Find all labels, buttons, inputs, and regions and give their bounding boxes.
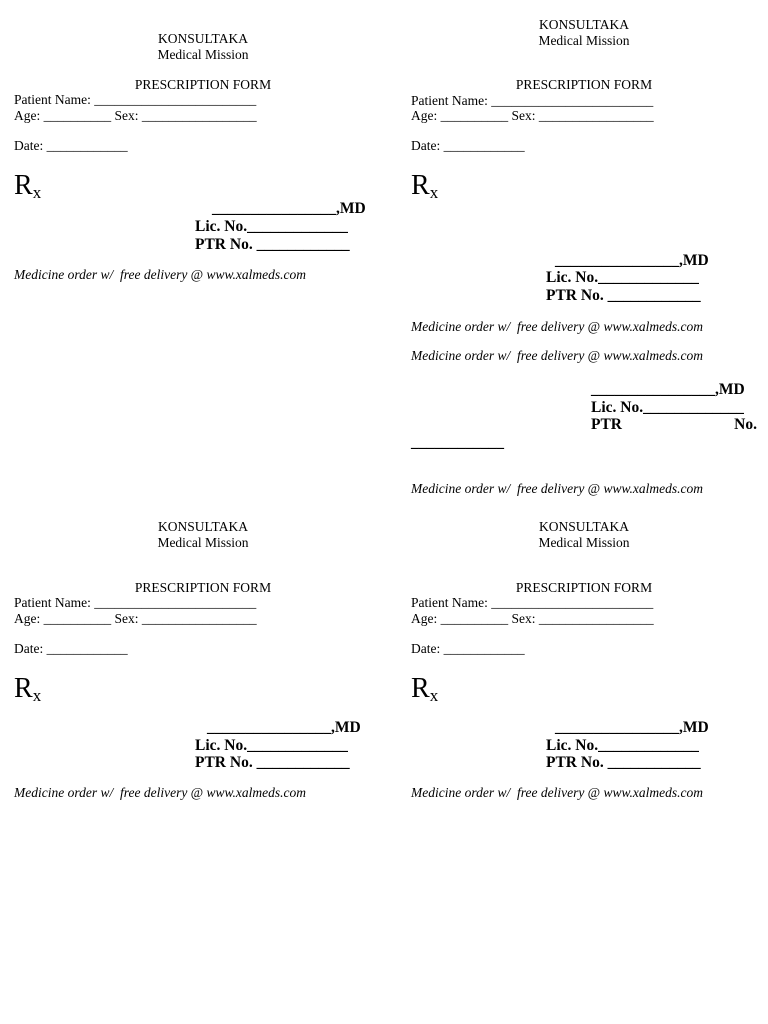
ptr-underline: ____________ [411,434,504,451]
footer-note: Medicine order w/ free delivery @ www.xalmeds.com [14,785,306,800]
ptr-number: PTR No. ____________ [195,754,350,771]
footer-note: Medicine order w/ free delivery @ www.xalmeds.com [411,481,703,496]
form-title: PRESCRIPTION FORM [134,77,272,92]
rx-symbol: Rx [14,170,42,202]
ptr-number: PTR No. ____________ [195,236,350,253]
license-number: Lic. No._____________ [546,737,699,754]
org-name: KONSULTAKA [539,519,629,534]
date-field: Date: ____________ [411,641,525,656]
age-sex-field: Age: __________ Sex: _________________ [14,611,257,626]
license-number: Lic. No._____________ [591,399,744,416]
date-field: Date: ____________ [411,138,525,153]
org-name: KONSULTAKA [158,31,248,46]
patient-name-field: Patient Name: ________________________ [14,595,257,610]
date-field: Date: ____________ [14,641,128,656]
ptr-number: PTR No. ____________ [546,287,701,304]
ptr-no-label: No. [734,416,757,433]
physician-signature-line: ________________,MD [207,719,361,736]
footer-note: Medicine order w/ free delivery @ www.xalmeds.com [411,785,703,800]
org-subtitle: Medical Mission [538,33,630,48]
footer-note: Medicine order w/ free delivery @ www.xalmeds.com [14,267,306,282]
rx-symbol: Rx [411,673,439,705]
ptr-number [591,417,757,433]
patient-name-field: Patient Name: ________________________ [411,595,654,610]
patient-name-field: Patient Name: ________________________ [14,92,257,107]
physician-signature-line: ________________,MD [555,252,709,269]
org-subtitle: Medical Mission [538,535,630,550]
physician-signature-line: ________________,MD [555,719,709,736]
org-name: KONSULTAKA [158,519,248,534]
ptr-number: PTR No. ____________ [546,754,701,771]
form-title: PRESCRIPTION FORM [515,77,653,92]
age-sex-field: Age: __________ Sex: _________________ [411,108,654,123]
org-name: KONSULTAKA [539,17,629,32]
physician-signature-line: ________________,MD [591,381,745,398]
physician-signature-line: ________________,MD [212,200,366,217]
license-number: Lic. No._____________ [195,218,348,235]
rx-symbol: Rx [14,673,42,705]
footer-note: Medicine order w/ free delivery @ www.xalmeds.com [411,319,703,334]
patient-name-field: Patient Name: ________________________ [411,93,654,108]
footer-note: Medicine order w/ free delivery @ www.xalmeds.com [411,348,703,363]
rx-symbol: Rx [411,170,439,202]
ptr-label: PTR [591,416,622,433]
form-title: PRESCRIPTION FORM [515,580,653,595]
org-subtitle: Medical Mission [157,535,249,550]
age-sex-field: Age: __________ Sex: _________________ [411,611,654,626]
org-subtitle: Medical Mission [157,47,249,62]
age-sex-field: Age: __________ Sex: _________________ [14,108,257,123]
date-field: Date: ____________ [14,138,128,153]
license-number: Lic. No._____________ [195,737,348,754]
form-title: PRESCRIPTION FORM [134,580,272,595]
license-number: Lic. No._____________ [546,269,699,286]
